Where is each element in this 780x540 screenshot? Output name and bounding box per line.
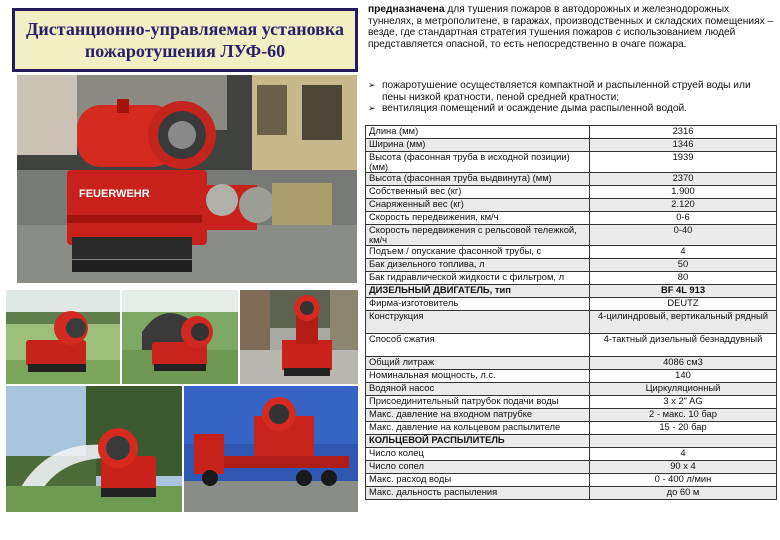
bullet-list [368,80,776,115]
spec-row [366,357,777,370]
spec-value: 0 - 400 л/мин [590,474,777,487]
spec-row [366,383,777,396]
spec-name: Макс. дальность распыления [366,487,590,500]
title-line-1: Дистанционно-управляемая установка [26,19,344,39]
spec-row [366,139,777,152]
spec-value: 1.900 [590,186,777,199]
spec-row [366,474,777,487]
spec-value: 2316 [590,126,777,139]
spec-row [366,396,777,409]
spec-value: 4-цилиндровый, вертикальный рядный [590,311,777,334]
spec-name: Скорость передвижения с рельсовой тележкой, км/ч [366,225,590,246]
spec-value: 80 [590,272,777,285]
spec-row [366,285,777,298]
spec-name: Число колец [366,448,590,461]
spec-name: Высота (фасонная труба выдвинута) (мм) [366,173,590,186]
spec-name: Способ сжатия [366,334,590,357]
spec-row [366,334,777,357]
title-box [12,8,358,72]
spec-row [366,435,777,448]
spec-name: Конструкция [366,311,590,334]
spec-row [366,298,777,311]
photo-tunnel-field [122,290,238,384]
spec-table [365,125,777,500]
spec-name: Макс. давление на входном патрубке [366,409,590,422]
spec-name: КОЛЬЦЕВОЙ РАСПЫЛИТЕЛЬ [366,435,590,448]
spec-value: 90 x 4 [590,461,777,474]
spec-name: Высота (фасонная труба в исходной позиции) (мм) [366,152,590,173]
spec-name: Общий литраж [366,357,590,370]
photo-field-left [6,290,120,384]
spec-value: BF 4L 913 [590,285,777,298]
spec-value: 2 - макс. 10 бар [590,409,777,422]
spec-row [366,212,777,225]
spec-row [366,246,777,259]
spec-row [366,259,777,272]
spec-row [366,225,777,246]
spec-name: Водяной насос [366,383,590,396]
spec-value: 0-6 [590,212,777,225]
spec-name: Бак дизельного топлива, л [366,259,590,272]
bullet-item [368,103,776,115]
spec-name: Бак гидравлической жидкости с фильтром, л [366,272,590,285]
photo-truck [184,386,358,512]
spec-value: 15 - 20 бар [590,422,777,435]
spec-row [366,272,777,285]
spec-value: до 60 м [590,487,777,500]
spec-value: 4 [590,448,777,461]
feuerwehr-label: FEUERWEHR [79,188,150,200]
title-line-2: пожаротушения ЛУФ-60 [84,41,286,61]
spec-row [366,126,777,139]
spec-row [366,409,777,422]
spec-name: Макс. давление на кольцевом распылителе [366,422,590,435]
bullet-text: вентиляция помещений и осаждение дыма распыленной водой. [382,103,688,115]
spec-value: 4 [590,246,777,259]
spec-value: DEUTZ [590,298,777,311]
spec-value: 0-40 [590,225,777,246]
spec-value: 50 [590,259,777,272]
bullet-item [368,80,776,103]
spec-row [366,173,777,186]
spec-value: 1346 [590,139,777,152]
description [368,4,776,50]
spec-value: 4086 см3 [590,357,777,370]
spec-name: ДИЗЕЛЬНЫЙ ДВИГАТЕЛЬ, тип [366,285,590,298]
spec-row [366,448,777,461]
spec-name: Ширина (мм) [366,139,590,152]
spec-name: Число сопел [366,461,590,474]
spec-name: Номинальная мощность, л.с. [366,370,590,383]
spec-name: Скорость передвижения, км/ч [366,212,590,225]
spec-row [366,186,777,199]
spec-name: Присоединительный патрубок подачи воды [366,396,590,409]
spec-row [366,370,777,383]
arrow-bullet-icon: ➢ [368,80,376,90]
photo-street [240,290,358,384]
spec-name: Собственный вес (кг) [366,186,590,199]
spec-name: Подъем / опускание фасонной трубы, с [366,246,590,259]
photo-water-spray [6,386,182,512]
spec-value [590,435,777,448]
spec-row [366,461,777,474]
spec-row [366,152,777,173]
spec-name: Длина (мм) [366,126,590,139]
spec-value: 3 x 2" AG [590,396,777,409]
spec-value: 2370 [590,173,777,186]
spec-row [366,422,777,435]
spec-value: 1939 [590,152,777,173]
spec-name: Фирма-изготовитель [366,298,590,311]
spec-row [366,487,777,500]
spec-row [366,311,777,334]
spec-value: 2.120 [590,199,777,212]
bullet-text: пожаротушение осуществляется компактной и распыленной струей воды или пены низкой кратности, пеной средней кратности; [382,80,751,103]
spec-value: Циркуляционный [590,383,777,396]
spec-value: 140 [590,370,777,383]
spec-name: Макс. расход воды [366,474,590,487]
arrow-bullet-icon: ➢ [368,103,376,114]
description-text: для тушения пожаров в автодорожных и железнодорожных туннелях, в метрополитене, в гаражах, производственных и складских помещениях – везде, где стандартная стратегия тушения пожаров с использованием людей представляется опасной, то есть непосредственно в очаге пожара. [368,4,774,50]
main-photo [17,75,357,283]
spec-row [366,199,777,212]
description-lead: предназначена [368,4,445,15]
spec-table-body [366,126,777,500]
spec-value: 4-тактный дизельный безнаддувный [590,334,777,357]
spec-name: Снаряженный вес (кг) [366,199,590,212]
